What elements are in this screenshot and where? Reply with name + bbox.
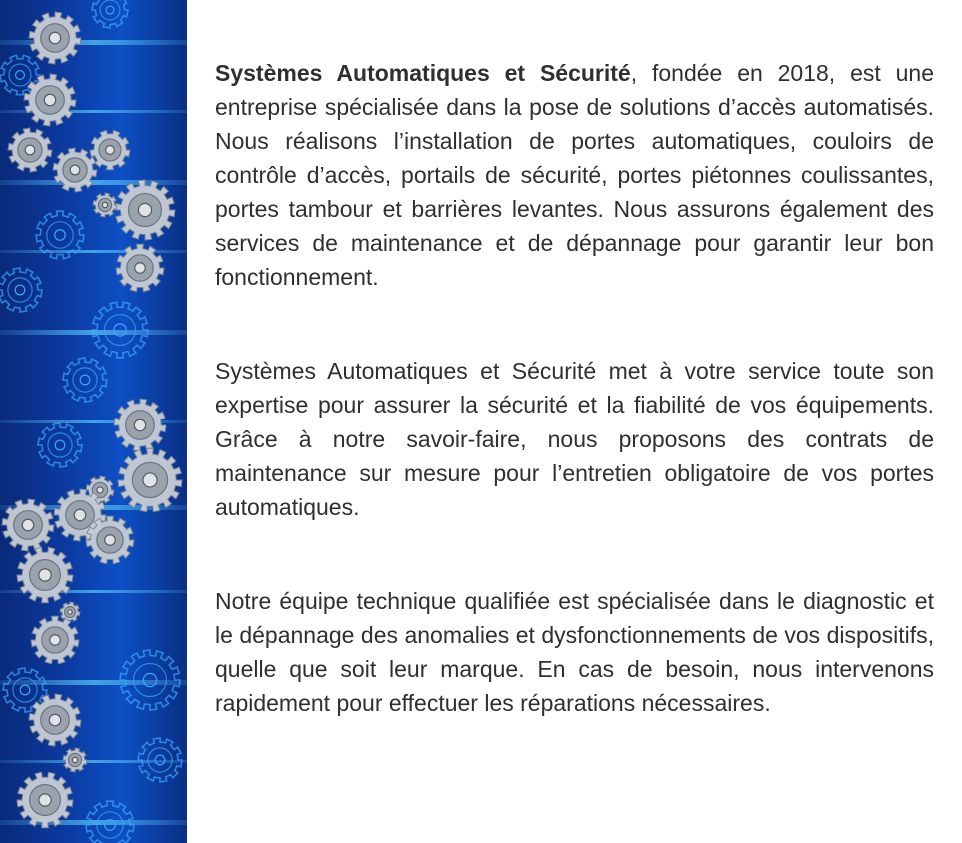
gears-illustration bbox=[0, 0, 187, 843]
gear-icon bbox=[8, 128, 52, 172]
glow-streak bbox=[0, 760, 187, 763]
gear-icon bbox=[92, 0, 128, 28]
gear-icon bbox=[0, 268, 42, 312]
gear-icon bbox=[63, 358, 107, 402]
gear-icon bbox=[17, 547, 73, 603]
paragraph-expertise: Systèmes Automatiques et Sécurité met à votre service toute son expertise pour assurer la sécurité et la fiabilité de vos équipements. Grâce à notre savoir-faire, nous proposons des contrats de maintenance sur mesure pour l’entretien obligatoire de vos portes automatiques. bbox=[215, 358, 934, 520]
gear-icon bbox=[90, 130, 130, 169]
glow-streak bbox=[0, 680, 187, 685]
gear-icon bbox=[114, 399, 166, 451]
paragraph-intro-text: , fondée en 2018, est une entreprise spécialisée dans la pose de solutions d’accès automatisés. Nous réalisons l’installation de portes automatiques, couloirs de contrôle d’accès, portails de sécurité, portes piétonnes coulissantes, portes tambour et barrières levantes. Nous assurons également des services de maintenance et de dépannage pour garantir leur bon fonctionnement. bbox=[215, 60, 934, 290]
glow-streak bbox=[0, 180, 187, 185]
gear-icon bbox=[93, 193, 117, 217]
glow-streak bbox=[0, 250, 187, 253]
company-name-bold: Systèmes Automatiques et Sécurité bbox=[215, 60, 631, 86]
gear-icon bbox=[60, 602, 80, 622]
gear-icon bbox=[17, 772, 73, 828]
gears-banner-image bbox=[0, 0, 187, 843]
gear-icon bbox=[118, 448, 182, 512]
gear-icon bbox=[38, 423, 82, 467]
paragraph-technical-team: Notre équipe technique qualifiée est spécialisée dans le diagnostic et le dépannage des anomalies et dysfonctionnements de vos dispositifs, quelle que soit leur marque. En cas de besoin, nous intervenons rapidement pour effectuer les réparations nécessaires. bbox=[215, 588, 934, 716]
gear-icon bbox=[29, 12, 81, 64]
glow-streak bbox=[0, 820, 187, 825]
gear-icon bbox=[24, 74, 76, 126]
main-content bbox=[187, 0, 962, 843]
gear-icon bbox=[2, 499, 54, 551]
gear-icon bbox=[63, 748, 87, 772]
gear-icon bbox=[115, 180, 175, 240]
gear-icon bbox=[29, 694, 81, 746]
gear-icon bbox=[31, 616, 79, 664]
glow-streak bbox=[0, 40, 187, 45]
paragraph-intro bbox=[215, 56, 934, 294]
